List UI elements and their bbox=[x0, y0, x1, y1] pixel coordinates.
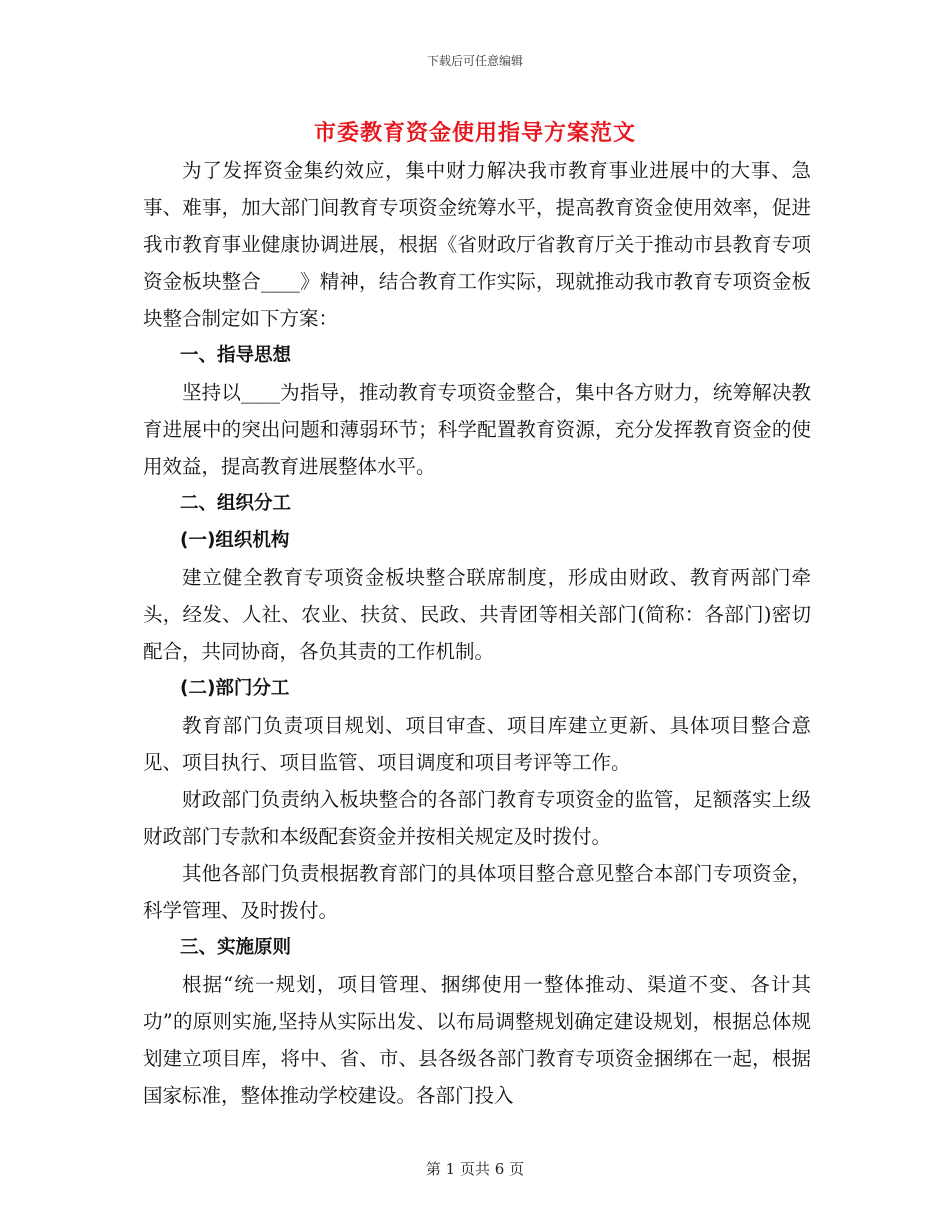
paragraph-education-dept: 教育部门负责项目规划、项目审查、项目库建立更新、具体项目整合意见、项目执行、项目监管、项目调度和项目考评等工作。 bbox=[143, 714, 811, 774]
subsection-heading-org-structure: (一)组织机构 bbox=[180, 530, 290, 551]
section-heading-organization: 二、组织分工 bbox=[180, 493, 292, 514]
paragraph-guiding-ideology: 坚持以____为指导，推动教育专项资金整合，集中各方财力，统筹解决教育进展中的突出问题和薄弱环节；科学配置教育资源，充分发挥教育资金的使用效益，提高教育进展整体水平。 bbox=[143, 381, 811, 478]
paragraph-other-depts: 其他各部门负责根据教育部门的具体项目整合意见整合本部门专项资金，科学管理、及时拨付。 bbox=[143, 862, 811, 922]
paragraph-principles: 根据“统一规划，项目管理、捆绑使用一整体推动、渠道不变、各计其功”的原则实施,坚持从实际出发、以布局调整规划确定建设规划，根据总体规划建立项目库，将中、省、市、县各级各部门教育专项资金捆绑在一起，根据国家标准，整体推动学校建设。各部门投入 bbox=[143, 973, 811, 1107]
paragraph-finance-dept: 财政部门负责纳入板块整合的各部门教育专项资金的监管，足额落实上级财政部门专款和本级配套资金并按相关规定及时拨付。 bbox=[143, 788, 811, 848]
paragraph-intro: 为了发挥资金集约效应，集中财力解决我市教育事业进展中的大事、急事、难事，加大部门间教育专项资金统筹水平，提高教育资金使用效率，促进我市教育事业健康协调进展，根据《省财政厅省教育厅关于推动市县教育专项资金板块整合____》精神，结合教育工作实际，现就推动我市教育专项资金板块整合制定如下方案： bbox=[143, 159, 811, 330]
section-heading-principles: 三、实施原则 bbox=[180, 937, 292, 958]
document-body bbox=[143, 152, 811, 1114]
subsection-heading-division: (二)部门分工 bbox=[180, 678, 290, 699]
page-header: 下载后可任意编辑 bbox=[426, 54, 523, 68]
paragraph-org-structure: 建立健全教育专项资金板块整合联席制度，形成由财政、教育两部门牵头，经发、人社、农业、扶贫、民政、共青团等相关部门(简称：各部门)密切配合，共同协商，各负其责的工作机制。 bbox=[143, 566, 811, 663]
page-footer: 第 1 页共 6 页 bbox=[425, 1160, 525, 1178]
section-heading-guiding-ideology: 一、指导思想 bbox=[180, 345, 292, 366]
document-title: 市委教育资金使用指导方案范文 bbox=[313, 121, 636, 146]
